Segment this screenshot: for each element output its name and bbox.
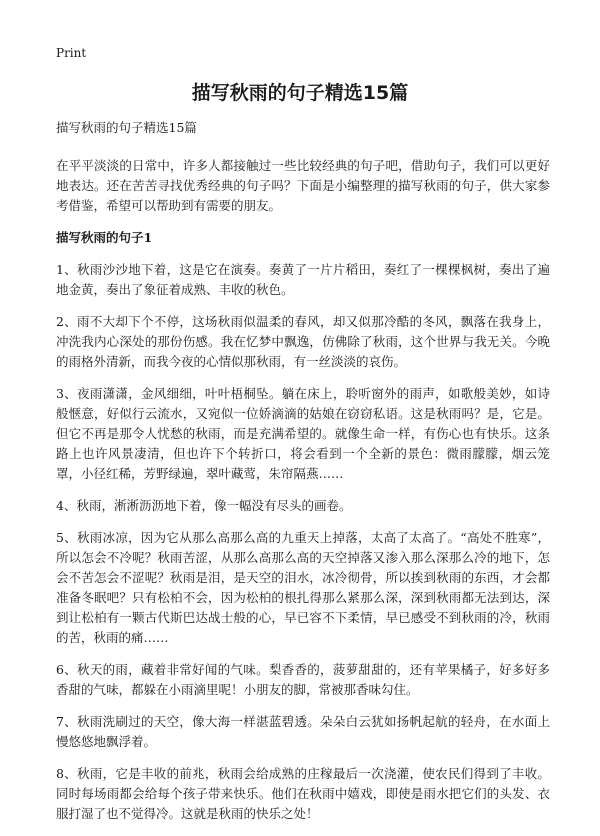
list-item: 1、秋雨沙沙地下着，这是它在演奏。奏黄了一片片稻田，奏红了一棵棵枫树，奏出了遍地金黄，奏出了象征着成熟、丰收的秋色。 <box>56 262 550 297</box>
list-item: 2、雨不大却下个不停，这场秋雨似温柔的春风，却又似那冷酷的冬风，飘落在我身上，冲洗我内心深处的那份伤感。我在忆梦中飘逸，仿佛除了秋雨，这个世界与我无关。今晚的雨格外清新，而我今夜的心情似那秋雨，有一丝淡淡的哀伤。 <box>56 314 550 369</box>
section-heading: 描写秋雨的句子1 <box>56 230 153 245</box>
list-item: 7、秋雨洗刷过的天空，像大海一样湛蓝碧透。朵朵白云犹如扬帆起航的轻舟，在水面上慢悠悠地飘浮着。 <box>56 714 550 749</box>
article-subtitle: 描写秋雨的句子精选15篇 <box>56 120 197 135</box>
list-item: 8、秋雨，它是丰收的前兆，秋雨会给成熟的庄稼最后一次浇灌，使农民们得到了丰收。同时每场雨都会给每个孩子带来快乐。他们在秋雨中嬉戏，即使是雨水把它们的头发、衣服打湿了也不觉得冷。这就是秋雨的快乐之处！ <box>56 766 550 821</box>
page-title: 描写秋雨的句子精选15篇 <box>191 82 409 104</box>
list-item: 5、秋雨冰凉，因为它从那么高那么高的九重天上掉落，太高了太高了。“高处不胜寒”，所以怎会不冷呢？秋雨苦涩，从那么高那么高的天空掉落又渗入那么深那么冷的地下，怎会不苦怎会不涩呢？秋雨是泪，是天空的泪水，冰冷彻骨，所以挨到秋雨的东西，才会都准备冬眠吧？只有松柏不会，因为松柏的根扎得那么紧那么深，深到秋雨都无法到达，深到让松柏有一颗古代斯巴达战士般的心，早已容不下柔情，早已感受不到秋雨的冷，秋雨的苦，秋雨的痛…… <box>56 530 550 645</box>
article-body <box>56 118 550 836</box>
intro-paragraph: 在平平淡淡的日常中，许多人都接触过一些比较经典的句子吧，借助句子，我们可以更好地表达。还在苦苦寻找优秀经典的句子吗？下面是小编整理的描写秋雨的句子，供大家参考借鉴，希望可以帮助到有需要的朋友。 <box>56 158 550 213</box>
list-item: 4、秋雨，淅淅沥沥地下着，像一幅没有尽头的画卷。 <box>56 498 352 513</box>
list-item: 6、秋天的雨，藏着非常好闻的气味。梨香香的，菠萝甜甜的，还有苹果橘子，好多好多香甜的气味，都躲在小雨滴里呢！小朋友的脚，常被那香味勾住。 <box>56 662 550 697</box>
list-item: 3、夜雨潇潇，金风细细，叶叶梧桐坠。躺在床上，聆听窗外的雨声，如歌般美妙，如诗般惬意，好似行云流水，又宛似一位娇滴滴的姑娘在窃窃私语。这是秋雨吗？是，它是。但它不再是那令人忧愁的秋雨，而是充满希望的。就像生命一样，有伤心也有快乐。这条路上也许风景凄清，但也许下个转折口，将会看到一个全新的景色：微雨朦朦，烟云笼罩，小径红稀，芳野绿遍，翠叶藏莺，朱帘隔燕…… <box>56 386 550 481</box>
print-link[interactable]: Print <box>56 46 87 60</box>
